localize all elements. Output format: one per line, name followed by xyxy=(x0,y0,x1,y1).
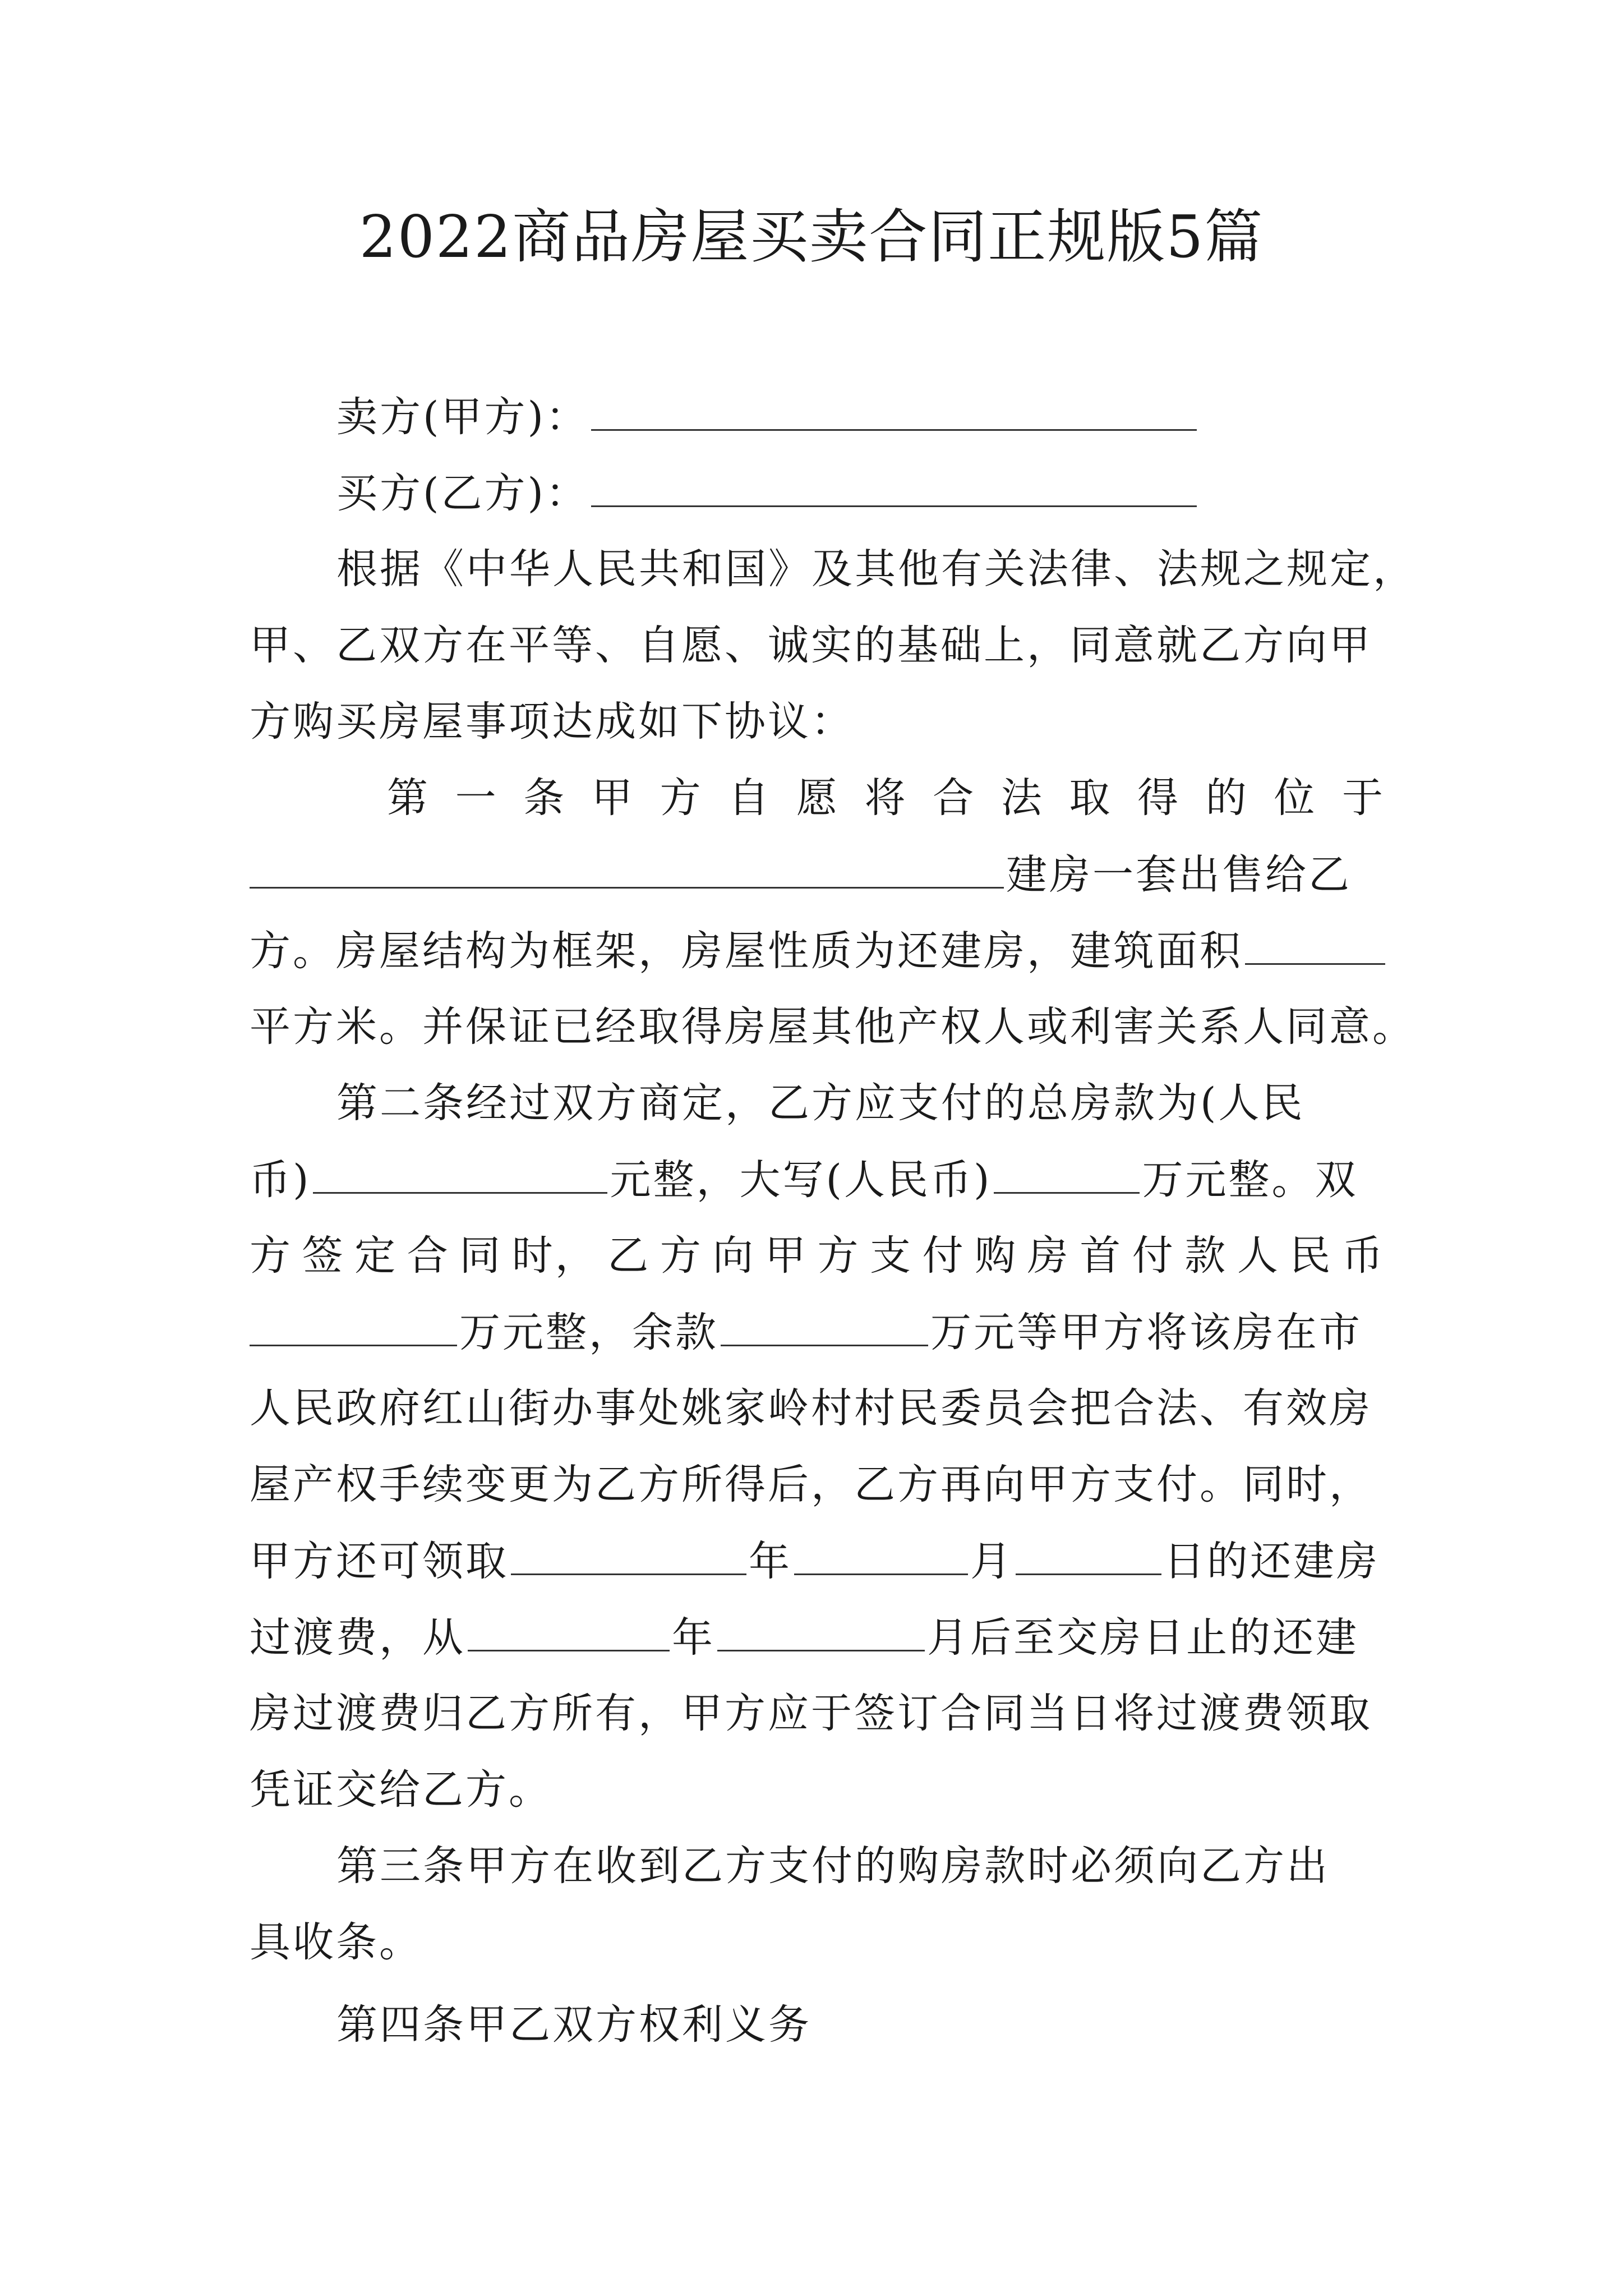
article2-char: 付 xyxy=(1132,1232,1175,1280)
down-payment-blank xyxy=(250,1304,457,1346)
article2-line-8 xyxy=(250,1609,1359,1665)
location-blank xyxy=(250,846,1004,889)
article2-char: 方 xyxy=(250,1232,293,1280)
article2-char: 甲 xyxy=(764,1232,808,1280)
document-title: 2022商品房屋买卖合同正规版5篇 xyxy=(359,203,1264,271)
from-month-blank xyxy=(717,1609,925,1651)
article1-line2-text: 建房一套出售给乙 xyxy=(1006,851,1352,899)
article2-text: 月后至交房日止的还建 xyxy=(927,1614,1359,1662)
article2-text: 过渡费，从 xyxy=(250,1614,465,1662)
article1-char: 一 xyxy=(455,774,499,822)
article1-char: 位 xyxy=(1274,774,1317,822)
article2-text: 甲方还可领取 xyxy=(250,1538,509,1585)
article2-char: 合 xyxy=(407,1232,450,1280)
article1-char: 方 xyxy=(660,774,703,822)
article1-line-4: 平方米。并保证已经取得房屋其他产权人或利害关系人同意。 xyxy=(250,1003,1415,1051)
article2-char: 签 xyxy=(302,1232,345,1280)
article2-char: 方 xyxy=(817,1232,861,1280)
article2-text: 年 xyxy=(672,1614,715,1662)
article2-line-2 xyxy=(250,1152,1358,1208)
article2-line-5: 人民政府红山街办事处姚家岭村村民委员会把合法、有效房 xyxy=(250,1384,1372,1432)
article2-char: 人 xyxy=(1237,1232,1280,1280)
intro-line-1: 根据《中华人民共和国》及其他有关法律、法规之规定， xyxy=(336,545,1416,593)
article2-char: 民 xyxy=(1289,1232,1333,1280)
article2-text: 币) xyxy=(250,1156,311,1204)
seller-line xyxy=(336,389,1199,445)
article1-char: 将 xyxy=(864,774,908,822)
intro-line-2: 甲、乙双方在平等、自愿、诚实的基础上，同意就乙方向甲 xyxy=(250,622,1372,669)
article3-line-1: 第三条甲方在收到乙方支付的购房款时必须向乙方出 xyxy=(336,1842,1330,1890)
article2-char: 方 xyxy=(660,1232,703,1280)
area-blank xyxy=(1245,923,1385,965)
buyer-blank xyxy=(591,465,1197,507)
article2-char: 币 xyxy=(1341,1232,1385,1280)
article1-char: 条 xyxy=(523,774,567,822)
article2-char: 购 xyxy=(975,1232,1018,1280)
article2-char: 时， xyxy=(511,1232,598,1280)
article2-text: 月 xyxy=(970,1538,1013,1585)
article2-text: 日的还建房 xyxy=(1164,1538,1380,1585)
article1-char: 甲 xyxy=(591,774,635,822)
buyer-label: 买方(乙方)： xyxy=(336,470,589,517)
article3-line-2: 具收条。 xyxy=(250,1918,422,1966)
article2-char: 支 xyxy=(870,1232,914,1280)
article1-char: 取 xyxy=(1069,774,1113,822)
article2-line-10: 凭证交给乙方。 xyxy=(250,1766,552,1814)
article2-text: 年 xyxy=(749,1538,792,1585)
article2-text: 万元等甲方将该房在市 xyxy=(930,1309,1362,1356)
total-price-uppercase-blank xyxy=(994,1152,1140,1194)
article1-line-3 xyxy=(250,923,1387,979)
article2-line-3 xyxy=(250,1228,1385,1284)
article2-char: 同 xyxy=(459,1232,503,1280)
seller-label: 卖方(甲方)： xyxy=(336,393,589,441)
article2-line-1: 第二条经过双方商定，乙方应支付的总房款为(人民 xyxy=(336,1079,1305,1127)
article2-line-6: 屋产权手续变更为乙方所得后，乙方再向甲方支付。同时， xyxy=(250,1461,1372,1508)
article1-line-1 xyxy=(387,770,1385,826)
article2-text: 元整，大写(人民币) xyxy=(610,1156,992,1204)
article2-char: 付 xyxy=(922,1232,966,1280)
article1-char: 得 xyxy=(1137,774,1181,822)
article2-line-4 xyxy=(250,1304,1362,1360)
article1-line3-text: 方。房屋结构为框架，房屋性质为还建房，建筑面积 xyxy=(250,927,1243,975)
article2-char: 乙 xyxy=(607,1232,651,1280)
article1-char: 愿 xyxy=(796,774,840,822)
article1-char: 第 xyxy=(387,774,430,822)
from-year-blank xyxy=(468,1609,670,1651)
total-price-blank xyxy=(313,1152,607,1194)
article2-char: 房 xyxy=(1027,1232,1071,1280)
intro-line-3: 方购买房屋事项达成如下协议： xyxy=(250,698,854,746)
article4-line-1: 第四条甲乙双方权利义务 xyxy=(336,2001,811,2049)
balance-blank xyxy=(721,1304,928,1346)
article1-char: 自 xyxy=(728,774,772,822)
article1-char: 合 xyxy=(933,774,976,822)
article2-line-9: 房过渡费归乙方所有，甲方应于签订合同当日将过渡费领取 xyxy=(250,1690,1372,1737)
article2-char: 首 xyxy=(1080,1232,1123,1280)
article2-line-7 xyxy=(250,1533,1380,1589)
article1-char: 的 xyxy=(1205,774,1249,822)
article1-char: 于 xyxy=(1341,774,1385,822)
fee-day-blank xyxy=(1016,1533,1161,1575)
article2-text: 万元整。双 xyxy=(1142,1156,1358,1204)
article2-char: 向 xyxy=(712,1232,756,1280)
article1-char: 法 xyxy=(1000,774,1044,822)
article2-char: 定 xyxy=(354,1232,398,1280)
buyer-line xyxy=(336,465,1199,521)
fee-month-blank xyxy=(794,1533,968,1575)
article2-char: 款 xyxy=(1184,1232,1228,1280)
article2-text: 万元整，余款 xyxy=(459,1309,718,1356)
article1-line-2 xyxy=(250,846,1352,903)
fee-year-blank xyxy=(511,1533,746,1575)
seller-blank xyxy=(591,389,1197,431)
